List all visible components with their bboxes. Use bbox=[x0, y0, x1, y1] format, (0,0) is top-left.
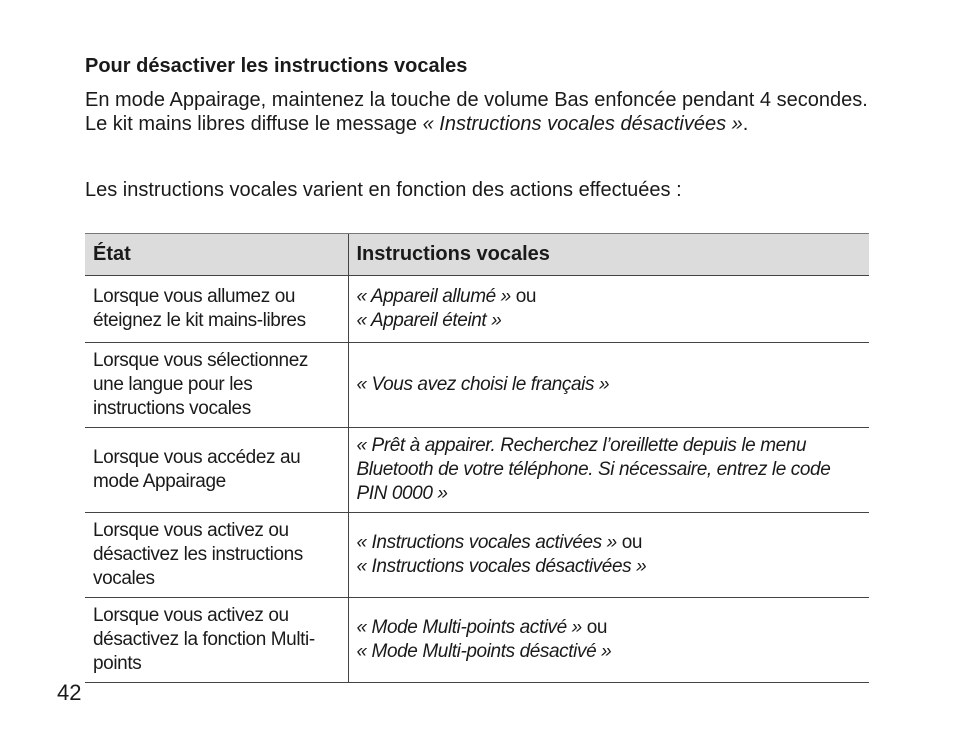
cell-prompt bbox=[348, 343, 869, 428]
table-row bbox=[85, 343, 869, 428]
prompt-quote: « Mode Multi-points activé » bbox=[356, 617, 582, 638]
table-header-row bbox=[85, 234, 869, 276]
paragraph-intro-text: En mode Appairage, maintenez la touche de volume Bas enfoncée pendant 4 secondes. Le kit mains libres diffuse le message bbox=[85, 89, 868, 135]
paragraph-intro-end: . bbox=[742, 113, 749, 135]
prompt-quote-alt: « Mode Multi-points désactivé » bbox=[356, 641, 612, 662]
table-row bbox=[85, 513, 869, 598]
cell-prompt bbox=[348, 428, 869, 513]
paragraph-intro bbox=[85, 88, 875, 136]
cell-state: Lorsque vous accédez au mode Appairage bbox=[85, 428, 348, 513]
cell-state: Lorsque vous activez ou désactivez les instructions vocales bbox=[85, 513, 348, 598]
prompt-quote-alt: « Appareil éteint » bbox=[356, 310, 502, 331]
prompt-separator: ou bbox=[510, 286, 537, 307]
prompt-quote: « Appareil allumé » bbox=[356, 286, 511, 307]
cell-prompt bbox=[348, 276, 869, 343]
cell-prompt bbox=[348, 513, 869, 598]
prompt-quote: « Instructions vocales activées » bbox=[356, 532, 617, 553]
paragraph-lead: Les instructions vocales varient en fonction des actions effectuées : bbox=[85, 179, 682, 201]
prompt-quote: « Vous avez choisi le français » bbox=[356, 374, 610, 395]
voice-prompts-table bbox=[85, 233, 869, 683]
prompt-separator: ou bbox=[581, 617, 608, 638]
header-state: État bbox=[85, 234, 348, 276]
table-row bbox=[85, 276, 869, 343]
section-heading: Pour désactiver les instructions vocales bbox=[85, 55, 468, 77]
cell-state: Lorsque vous activez ou désactivez la fonction Multi-points bbox=[85, 598, 348, 683]
table-row bbox=[85, 598, 869, 683]
prompt-quote-alt: « Instructions vocales désactivées » bbox=[356, 556, 647, 577]
prompt-quote: « Prêt à appairer. Recherchez l’oreillette depuis le menu Bluetooth de votre téléphone. Si nécessaire, entrez le code PIN 0000 » bbox=[356, 435, 831, 504]
paragraph-intro-quote: « Instructions vocales désactivées » bbox=[422, 113, 743, 135]
cell-state: Lorsque vous sélectionnez une langue pour les instructions vocales bbox=[85, 343, 348, 428]
prompt-separator: ou bbox=[616, 532, 643, 553]
cell-state: Lorsque vous allumez ou éteignez le kit mains-libres bbox=[85, 276, 348, 343]
cell-prompt bbox=[348, 598, 869, 683]
header-voice-prompts: Instructions vocales bbox=[348, 234, 869, 276]
table-row bbox=[85, 428, 869, 513]
page-number: 42 bbox=[57, 680, 82, 705]
